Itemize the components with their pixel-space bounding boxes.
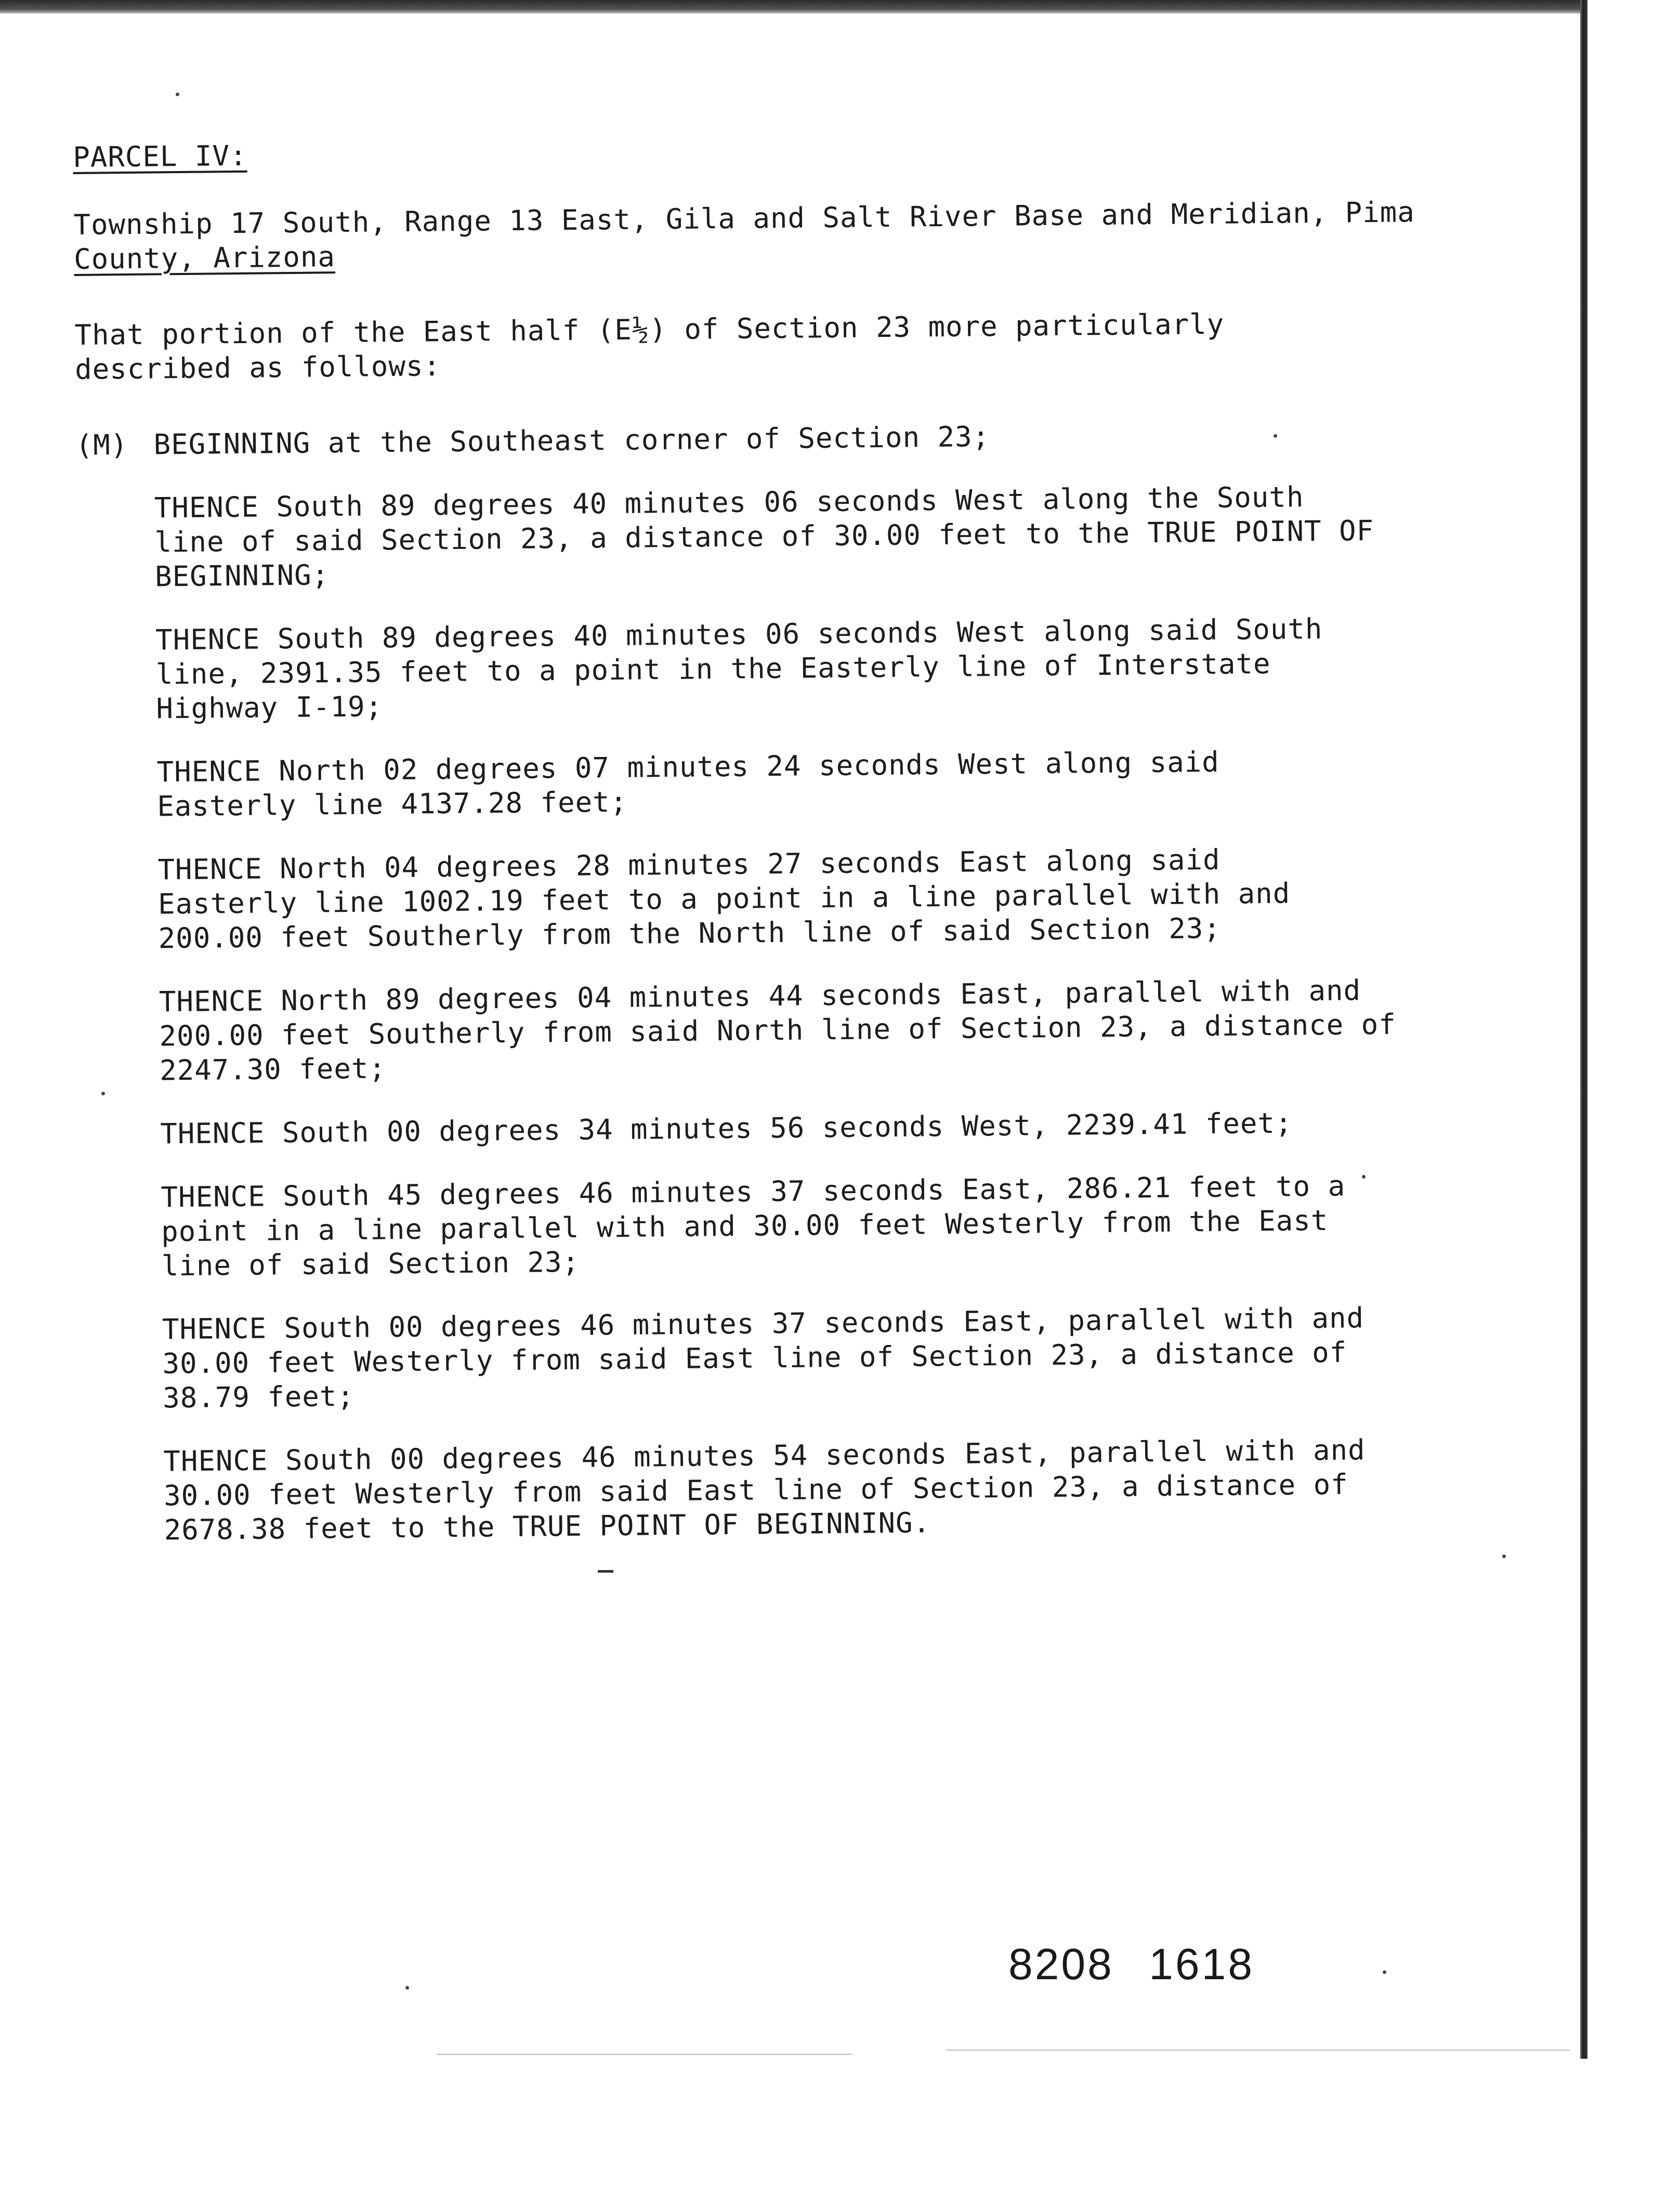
course-paragraph: THENCE South 00 degrees 46 minutes 37 seconds East, parallel with and 30.00 feet Westerly from said East line of Section 23, a distance of 38.79 feet; bbox=[162, 1301, 1364, 1415]
beginning-row bbox=[75, 414, 1542, 463]
scan-speck bbox=[1383, 1970, 1386, 1974]
course-paragraph: THENCE South 00 degrees 46 minutes 54 seconds East, parallel with and 30.00 feet Westerly from said East line of Section 23, a distance of 2678.38 feet to the TRUE POINT OF BEGINNING. bbox=[163, 1433, 1366, 1547]
scan-speck bbox=[176, 93, 179, 96]
parcel-heading: PARCEL IV: bbox=[73, 139, 247, 174]
scan-speck bbox=[405, 1986, 409, 1990]
course-paragraph: THENCE South 00 degrees 34 minutes 56 seconds West, 2239.41 feet; bbox=[160, 1106, 1293, 1151]
scan-right-edge bbox=[1580, 0, 1587, 2059]
beginning-mark: (M) bbox=[75, 428, 128, 462]
scan-bottom-line bbox=[946, 2049, 1570, 2051]
township-description bbox=[73, 194, 1540, 277]
recording-number: 8208 1618 bbox=[1008, 1940, 1255, 1989]
scan-speck bbox=[1502, 1554, 1506, 1558]
course-list bbox=[154, 478, 1552, 1548]
scan-top-edge bbox=[0, 0, 1680, 14]
course-paragraph: THENCE South 89 degrees 40 minutes 06 seconds West along said South line, 2391.35 feet to a point in the Easterly line of Interstate Highway I-19; bbox=[155, 612, 1323, 725]
course-paragraph: THENCE North 89 degrees 04 minutes 44 seconds East, parallel with and 200.00 feet Southerly from said North line of Section 23, a distance of 2247.30 feet; bbox=[159, 974, 1397, 1087]
scan-margin bbox=[1587, 0, 1680, 2196]
scan-bottom-line bbox=[437, 2054, 852, 2055]
township-line: Township 17 South, Range 13 East, Gila and Salt River Base and Meridian, Pima bbox=[73, 195, 1415, 241]
course-paragraph: THENCE North 02 degrees 07 minutes 24 seconds West along said Easterly line 4137.28 feet; bbox=[156, 745, 1220, 823]
course-paragraph: THENCE South 89 degrees 40 minutes 06 seconds West along the South line of said Section 23, a distance of 30.00 feet to the TRUE POINT OF BEGINNING; bbox=[154, 480, 1374, 593]
scan-mark bbox=[598, 1570, 613, 1573]
beginning-text: BEGINNING at the Southeast corner of Section 23; bbox=[153, 420, 990, 461]
portion-paragraph: That portion of the East half (E½) of Section 23 more particularly described as follows: bbox=[74, 307, 1225, 386]
course-paragraph: THENCE North 04 degrees 28 minutes 27 seconds East along said Easterly line 1002.19 feet to a point in a line parallel with and 200.00 feet Southerly from the North line of said Section 23; bbox=[158, 843, 1291, 955]
legal-description bbox=[73, 126, 1552, 1548]
course-paragraph: THENCE South 45 degrees 46 minutes 37 seconds East, 286.21 feet to a point in a line parallel with and 30.00 feet Westerly from the East line of said Section 23; bbox=[161, 1169, 1346, 1283]
county-line: County, Arizona bbox=[73, 240, 336, 276]
